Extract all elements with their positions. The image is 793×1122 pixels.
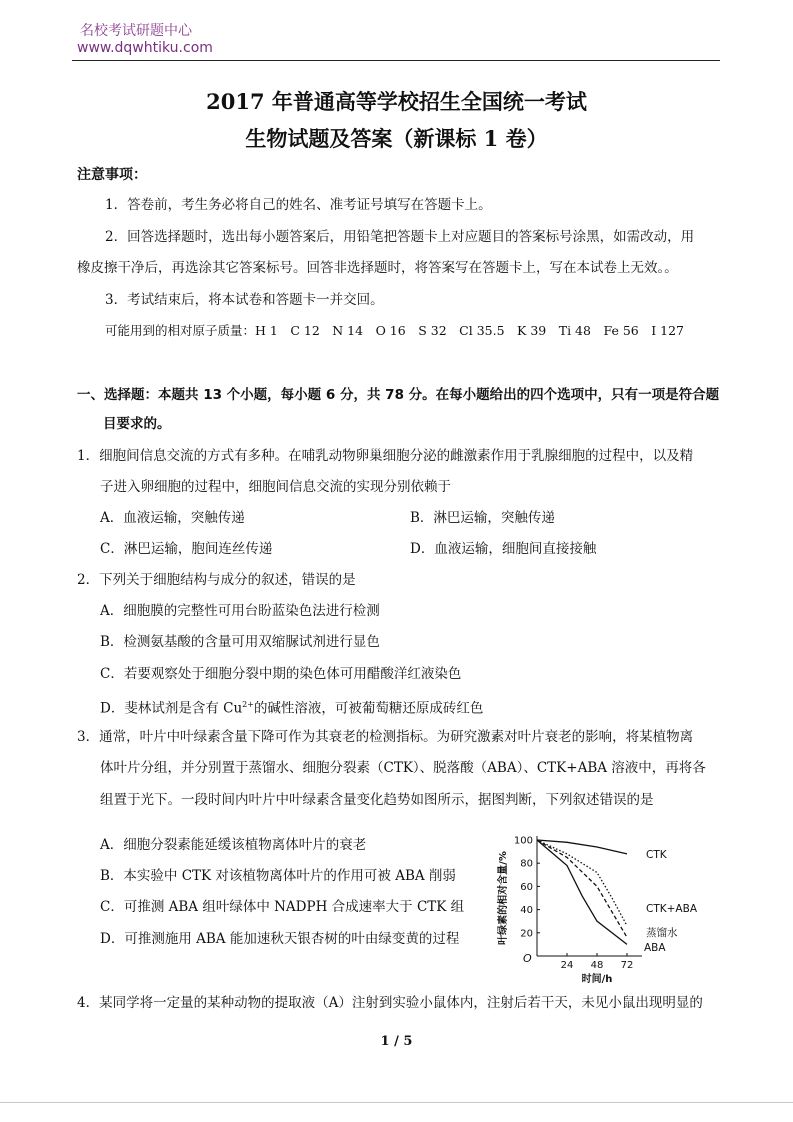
q1-option-c: C．淋巴运输，胞间连丝传递 — [100, 541, 273, 557]
exam-subtitle: 生物试题及答案（新课标 1 卷） — [245, 126, 548, 151]
notice-item-2b: 橡皮擦干净后，再选涂其它答案标号。回答非选择题时，将答案写在答题卡上，写在本试卷上无效。。 — [77, 260, 678, 276]
q1-stem-cont: 子进入卵细胞的过程中，细胞间信息交流的实现分别依赖于 — [100, 479, 451, 495]
q2-option-d-post: 的碱性溶液，可被葡萄糖还原成砖红色 — [253, 700, 484, 717]
legend-label-蒸馏水: 蒸馏水 — [646, 927, 678, 939]
notice-item-3: 3．考试结束后，将本试卷和答题卡一并交回。 — [105, 292, 384, 308]
x-tick-label: 72 — [620, 960, 634, 971]
y-tick-label: 60 — [520, 881, 533, 893]
site-name: 名校考试研题中心 — [80, 23, 192, 39]
q3-option-c: C．可推测 ABA 组叶绿体中 NADPH 合成速率大于 CTK 组 — [100, 899, 465, 915]
q2-option-d-sup: 2+ — [242, 700, 254, 709]
q3-stem-cont-2: 组置于光下。一段时间内叶片中叶绿素含量变化趋势如图所示，据图判断，下列叙述错误的是 — [100, 792, 654, 808]
q3-option-a: A．细胞分裂素能延缓该植物离体叶片的衰老 — [100, 837, 367, 853]
header-divider — [72, 60, 720, 61]
x-tick-label: 48 — [590, 960, 604, 971]
legend-label-CTK: CTK — [646, 849, 667, 861]
q1-option-b: B．淋巴运输，突触传递 — [410, 510, 555, 526]
notice-heading: 注意事项： — [77, 167, 147, 183]
section-heading-cont: 目要求的。 — [103, 416, 171, 432]
series-line-ABA — [537, 840, 627, 944]
q2-option-c: C．若要观察处于细胞分裂中期的染色体可用醋酸洋红液染色 — [100, 666, 462, 682]
origin-label: O — [523, 952, 532, 965]
x-tick-label: 24 — [560, 960, 574, 971]
section-heading: 一、选择题：本题共 13 个小题，每小题 6 分，共 78 分。在每小题给出的四个选项中，只有一项是符合题 — [77, 387, 720, 403]
series-line-CTK+ABA — [537, 840, 627, 926]
notice-item-2a: 2．回答选择题时，选出每小题答案后，用铅笔把答题卡上对应题目的答案标号涂黑，如需改动，用 — [105, 229, 695, 245]
q3-option-b: B．本实验中 CTK 对该植物离体叶片的作用可被 ABA 削弱 — [100, 868, 456, 884]
q2-option-d-pre: D．斐林试剂是含有 Cu — [100, 700, 243, 717]
page-number: 1 / 5 — [380, 1034, 413, 1049]
footer-divider — [0, 1102, 793, 1103]
y-tick-label: 40 — [520, 905, 533, 917]
q2-option-d — [100, 695, 483, 719]
site-url[interactable]: www.dqwhtiku.com — [77, 40, 213, 56]
x-axis-label: 时间/h — [581, 974, 613, 985]
q4-stem: 4．某同学将一定量的某种动物的提取液（A）注射到实验小鼠体内，注射后若干天，未见小鼠出现明显的 — [77, 995, 703, 1011]
series-line-蒸馏水 — [537, 840, 627, 937]
q1-option-a: A．血液运输，突触传递 — [100, 510, 245, 526]
atomic-masses: 可能用到的相对原子质量：H 1 C 12 N 14 O 16 S 32 Cl 35.5 K 39 Ti 48 Fe 56 I 127 — [105, 323, 684, 338]
legend-label-CTK+ABA: CTK+ABA — [646, 903, 697, 915]
legend-label-ABA: ABA — [644, 942, 666, 954]
q2-stem: 2．下列关于细胞结构与成分的叙述，错误的是 — [77, 572, 356, 588]
y-axis-label: 叶绿素的相对含量/% — [498, 851, 509, 945]
y-tick-label: 80 — [520, 858, 533, 870]
q2-option-a: A．细胞膜的完整性可用台盼蓝染色法进行检测 — [100, 603, 380, 619]
q2-option-b: B．检测氨基酸的含量可用双缩脲试剂进行显色 — [100, 634, 380, 650]
q3-stem-cont-1: 体叶片分组，并分别置于蒸馏水、细胞分裂素（CTK）、脱落酸（ABA）、CTK+ABA 溶液中，再将各 — [100, 760, 706, 776]
chlorophyll-chart — [492, 828, 724, 988]
q3-stem: 3．通常，叶片中叶绿素含量下降可作为其衰老的检测指标。为研究激素对叶片衰老的影响，将某植物离 — [77, 729, 694, 745]
q3-option-d: D．可推测施用 ABA 能加速秋天银杏树的叶由绿变黄的过程 — [100, 931, 460, 947]
q1-option-d: D．血液运输，细胞间直接接触 — [410, 541, 597, 557]
y-tick-label: 20 — [520, 928, 533, 940]
q1-stem: 1．细胞间信息交流的方式有多种。在哺乳动物卵巢细胞分泌的雌激素作用于乳腺细胞的过程中，以及精 — [77, 448, 694, 464]
notice-item-1: 1．答卷前，考生务必将自己的姓名、准考证号填写在答题卡上。 — [105, 197, 492, 213]
exam-title: 2017 年普通高等学校招生全国统一考试 — [206, 89, 587, 114]
y-tick-label: 100 — [513, 835, 533, 847]
